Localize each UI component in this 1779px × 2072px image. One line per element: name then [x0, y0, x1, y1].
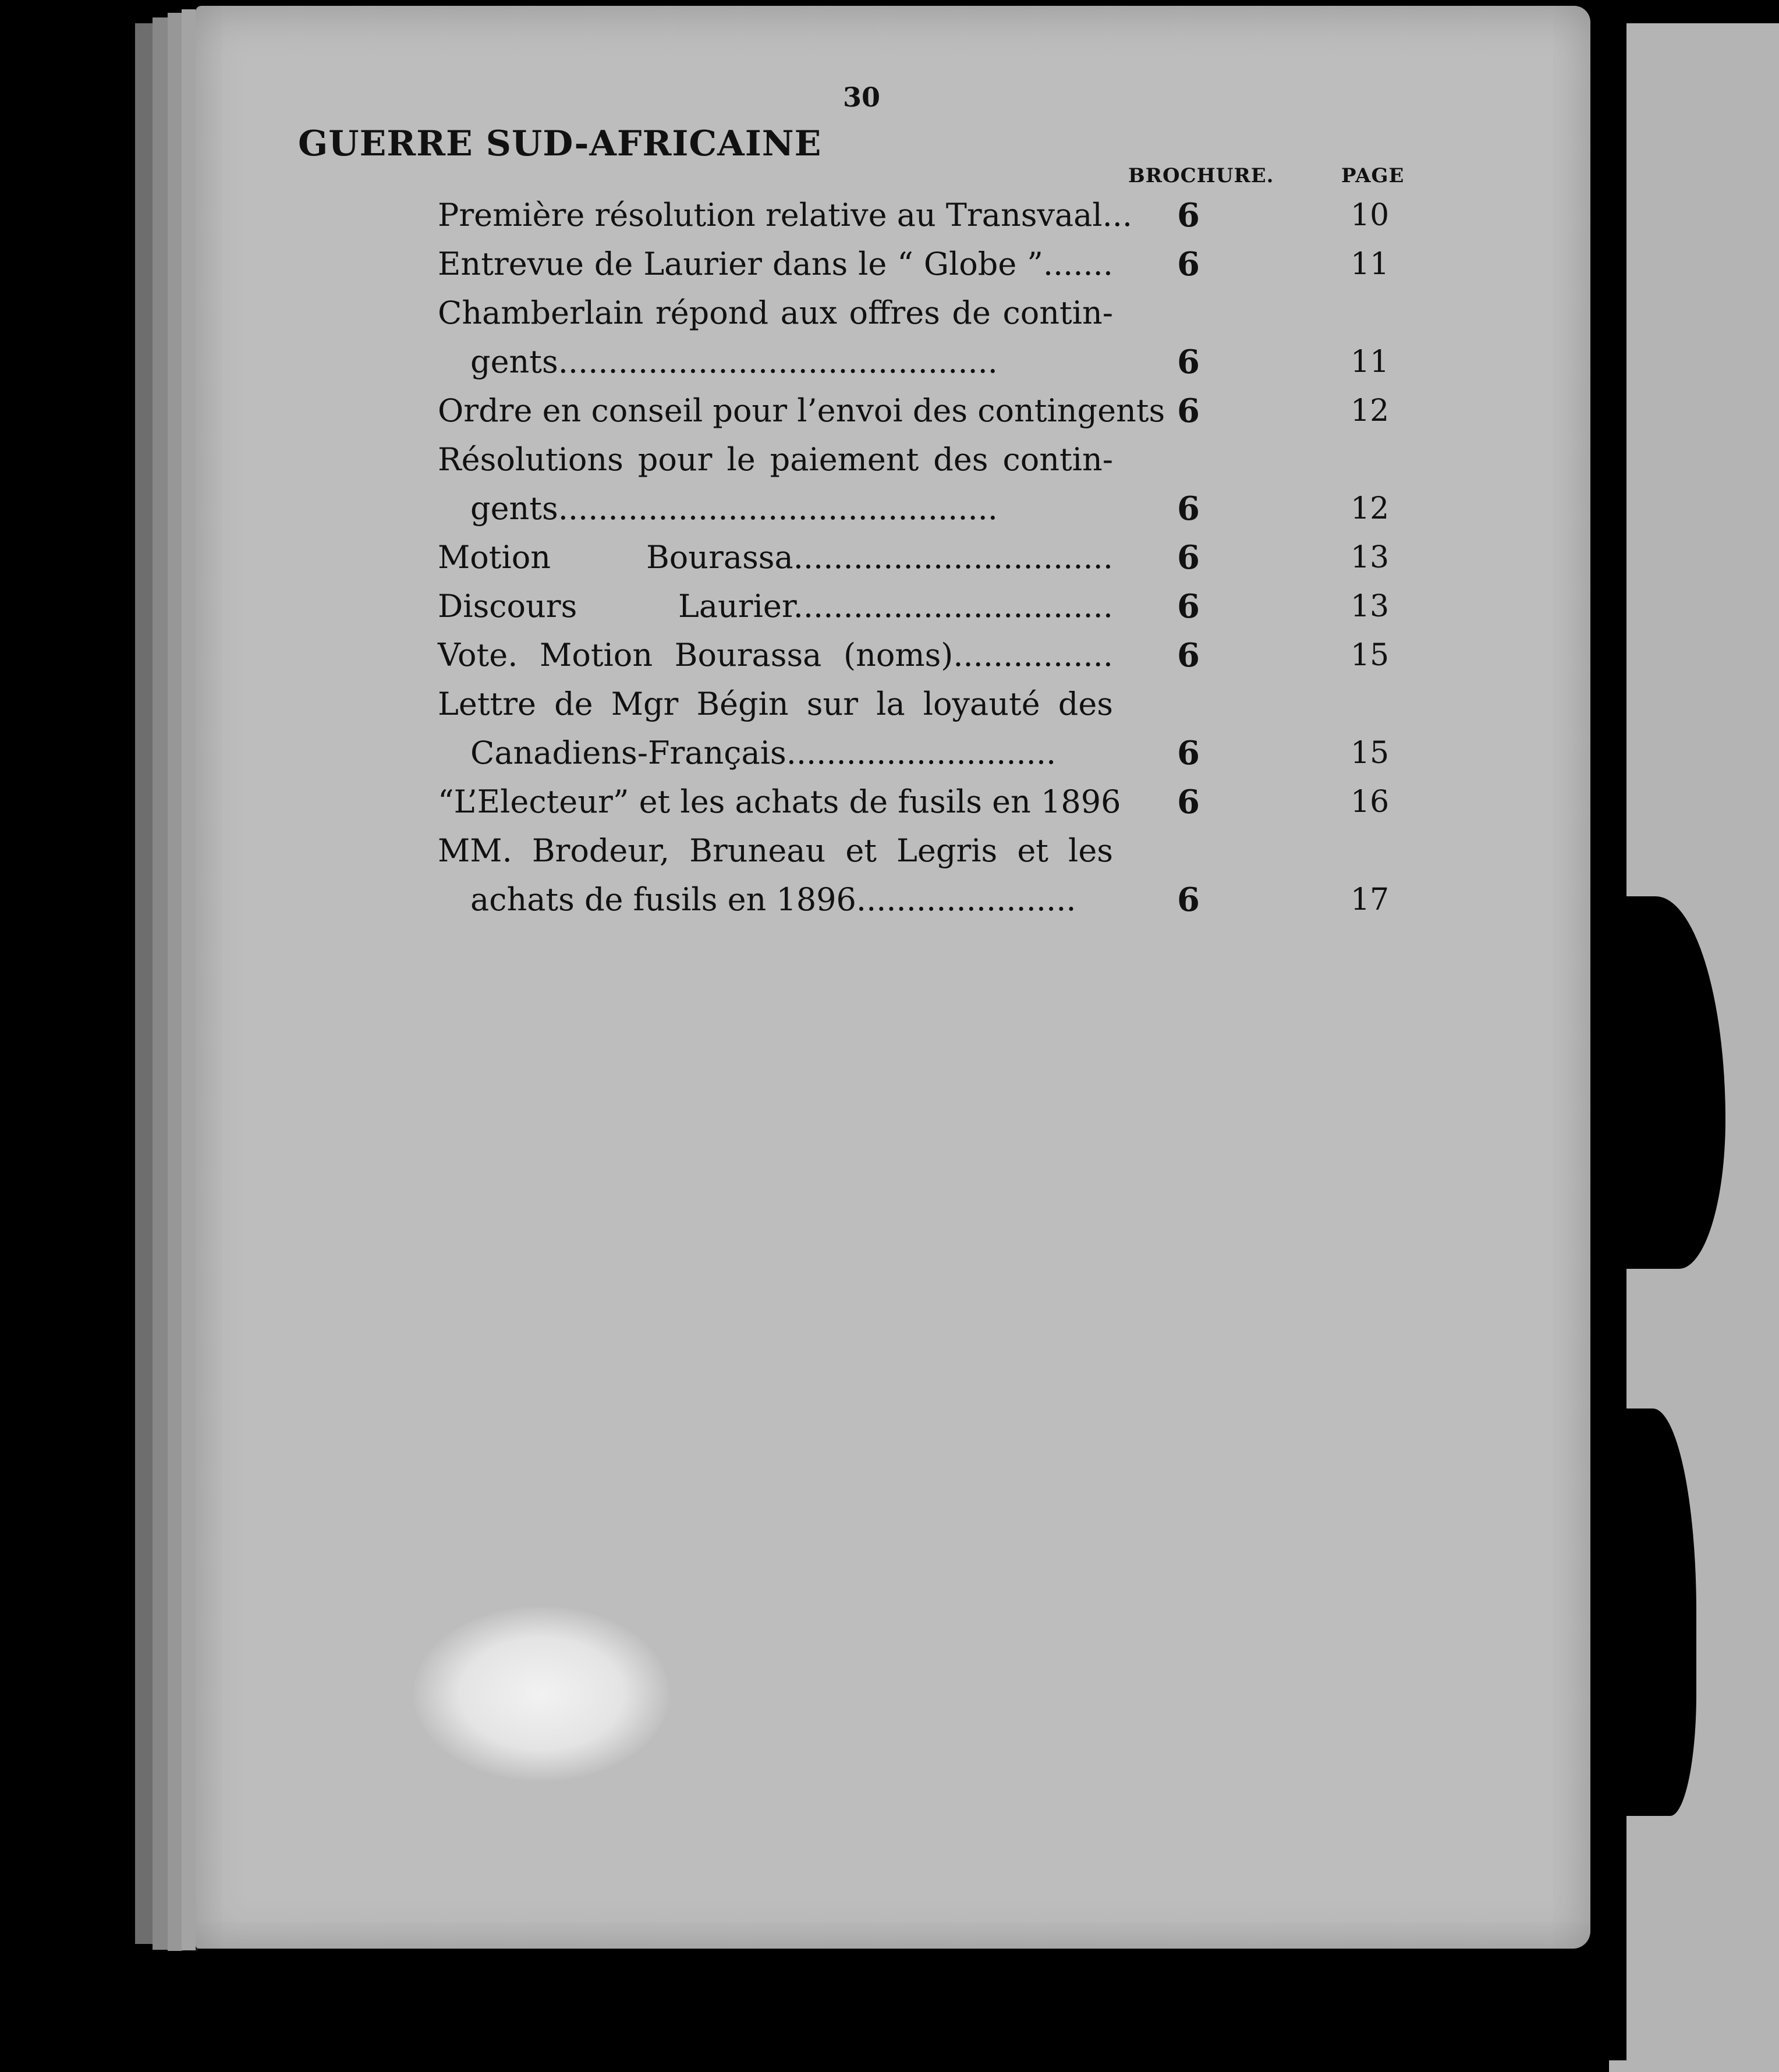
page-reference: 12	[1351, 393, 1390, 428]
page-reference: 13	[1351, 589, 1390, 624]
index-entry	[438, 826, 1427, 924]
entry-text: Vote. Motion Bourassa (noms)................	[438, 637, 1113, 673]
page-reference: 17	[1351, 882, 1390, 917]
page-reference: 10	[1351, 198, 1390, 233]
page-reference: 11	[1351, 345, 1390, 379]
brochure-number: 6	[1177, 734, 1200, 772]
entry-line	[438, 631, 1427, 680]
entry-continuation-line	[438, 875, 1427, 924]
entry-text: MM. Brodeur, Bruneau et Legris et les	[438, 832, 1113, 869]
entry-line	[438, 778, 1427, 826]
entry-line	[438, 533, 1427, 582]
page-number: 30	[843, 81, 881, 113]
brochure-number: 6	[1177, 245, 1200, 283]
brochure-number: 6	[1177, 196, 1200, 235]
index-entry	[438, 582, 1427, 631]
page-reference: 13	[1351, 540, 1390, 575]
entry-continuation-line	[438, 338, 1427, 386]
entry-text: achats de fusils en 1896......................	[470, 881, 1076, 918]
entry-text: Motion Bourassa................................	[438, 539, 1113, 576]
page-reference: 15	[1351, 736, 1390, 771]
entry-line	[438, 386, 1427, 435]
torn-edge	[1609, 1408, 1696, 1816]
index-entry	[438, 778, 1427, 826]
brochure-number: 6	[1177, 343, 1200, 381]
entry-text: Discours Laurier................................	[438, 588, 1113, 625]
index-entry	[438, 289, 1427, 386]
brochure-number: 6	[1177, 636, 1200, 675]
index-entry	[438, 240, 1427, 289]
brochure-number: 6	[1177, 489, 1200, 528]
brochure-number: 6	[1177, 538, 1200, 577]
column-header-brochure: BROCHURE.	[1128, 164, 1274, 187]
index-entry	[438, 631, 1427, 680]
entry-line	[438, 826, 1427, 875]
entry-text: gents............................................	[470, 490, 998, 527]
entry-line	[438, 240, 1427, 289]
entry-line	[438, 582, 1427, 631]
entry-text: Résolutions pour le paiement des contin-	[438, 441, 1113, 478]
page-reference: 12	[1351, 491, 1390, 526]
entry-text: Ordre en conseil pour l’envoi des contingents	[438, 392, 1165, 429]
page-edge	[135, 23, 155, 1944]
section-title: GUERRE SUD-AFRICAINE	[298, 123, 822, 164]
entry-text: Première résolution relative au Transvaal...	[438, 197, 1133, 233]
entry-continuation-line	[438, 484, 1427, 533]
paper-stain	[413, 1606, 669, 1781]
brochure-number: 6	[1177, 587, 1200, 626]
index-entry	[438, 435, 1427, 533]
entry-line	[438, 289, 1427, 338]
entry-text: “L’Electeur” et les achats de fusils en 1896	[438, 783, 1121, 820]
entry-text: Chamberlain répond aux offres de contin-	[438, 295, 1113, 331]
entry-continuation-line	[438, 729, 1427, 778]
brochure-number: 6	[1177, 881, 1200, 919]
index-entry	[438, 533, 1427, 582]
page-reference: 11	[1351, 247, 1390, 282]
entry-line	[438, 435, 1427, 484]
brochure-number: 6	[1177, 783, 1200, 821]
index-entry	[438, 191, 1427, 240]
entry-text: Entrevue de Laurier dans le “ Globe ”.......	[438, 246, 1113, 282]
entry-line	[438, 680, 1427, 729]
column-header-page: PAGE	[1341, 164, 1405, 187]
page-reference: 16	[1351, 785, 1390, 819]
index-entry	[438, 386, 1427, 435]
entry-text: Canadiens-Français...........................	[470, 735, 1057, 771]
index-entry	[438, 680, 1427, 778]
brochure-number: 6	[1177, 392, 1200, 430]
entry-text: gents............................................	[470, 343, 998, 380]
index-entries	[438, 191, 1427, 924]
entry-text: Lettre de Mgr Bégin sur la loyauté des	[438, 686, 1113, 722]
page-reference: 15	[1351, 638, 1390, 673]
entry-line	[438, 191, 1427, 240]
